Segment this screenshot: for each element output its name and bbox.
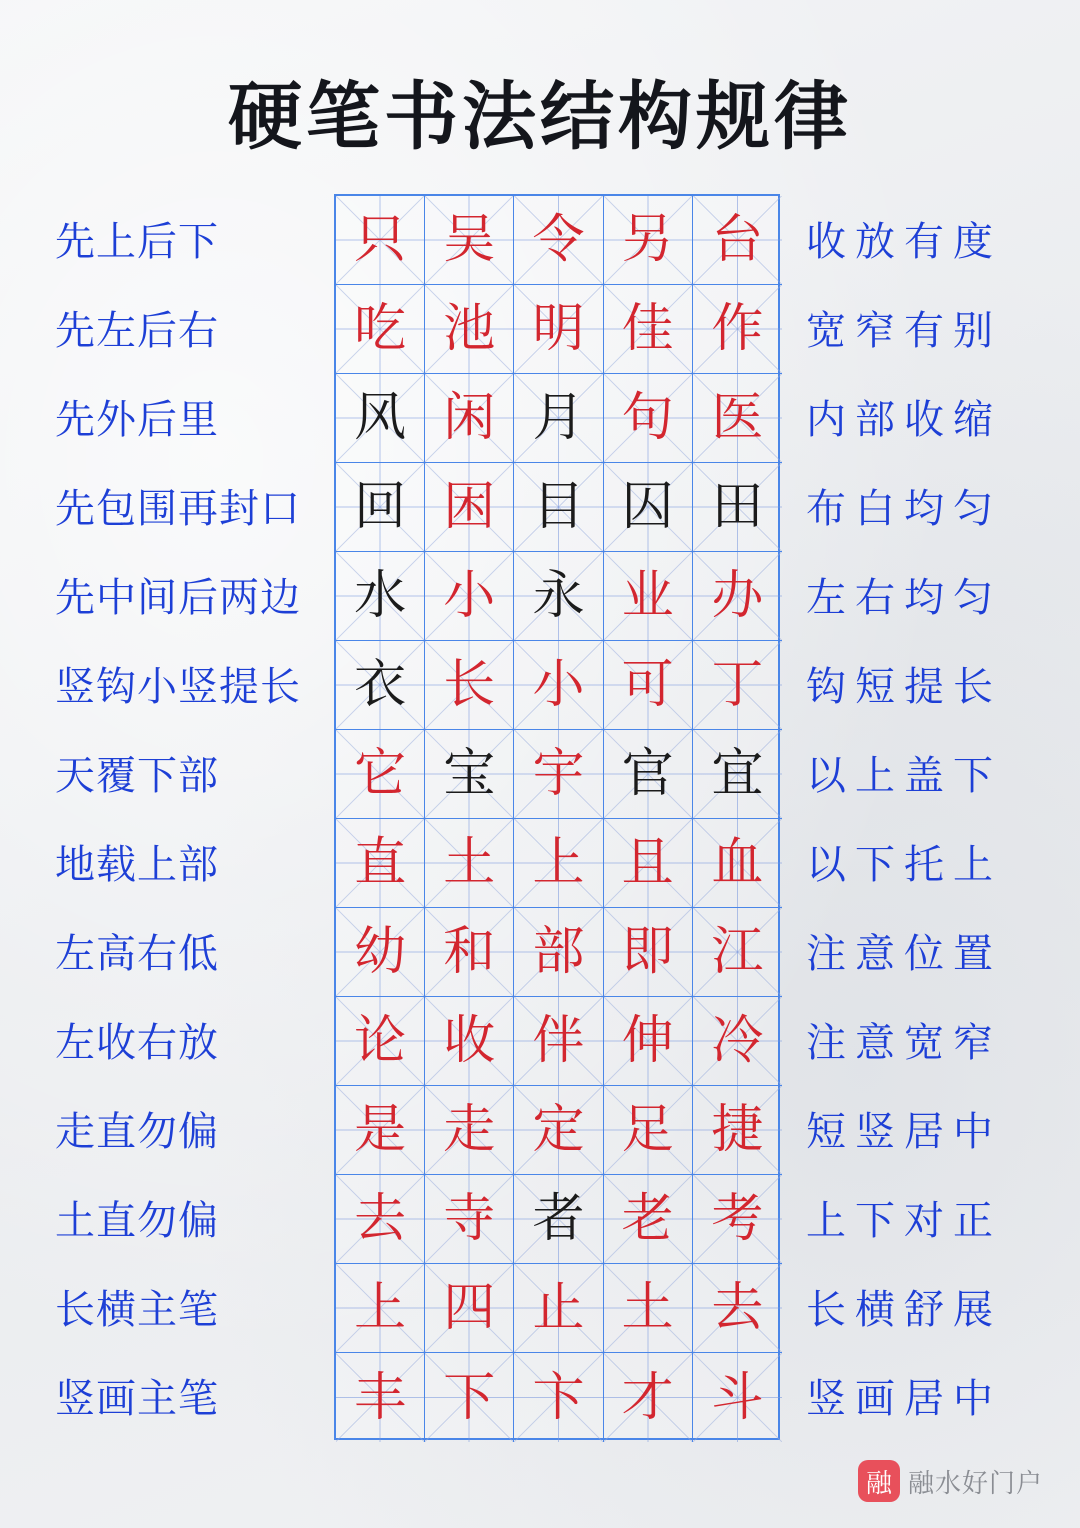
grid-cell bbox=[514, 1175, 603, 1264]
grid-cell bbox=[514, 374, 603, 463]
grid-cell bbox=[604, 1353, 693, 1442]
example-character: 只 bbox=[354, 210, 407, 270]
grid-cell bbox=[336, 819, 425, 908]
grid-cell bbox=[693, 819, 782, 908]
example-character: 土 bbox=[621, 1278, 674, 1338]
rule-label-left: 土直勿偏 bbox=[55, 1198, 219, 1244]
example-character: 水 bbox=[354, 566, 407, 626]
grid-cell bbox=[514, 997, 603, 1086]
example-character: 长 bbox=[443, 655, 496, 715]
grid-cell bbox=[336, 997, 425, 1086]
example-character: 丰 bbox=[354, 1367, 407, 1428]
grid-cell bbox=[604, 641, 693, 730]
example-character: 去 bbox=[711, 1278, 764, 1338]
grid-cell bbox=[425, 819, 514, 908]
grid-cell bbox=[514, 285, 603, 374]
example-character: 上 bbox=[532, 833, 585, 893]
grid-cell bbox=[425, 1353, 514, 1442]
grid-cell bbox=[514, 463, 603, 552]
grid-cell bbox=[693, 463, 782, 552]
grid-cell bbox=[693, 1264, 782, 1353]
page-title: 硬笔书法结构规律 bbox=[228, 74, 852, 160]
example-character: 作 bbox=[711, 299, 764, 359]
example-character: 宝 bbox=[443, 744, 496, 804]
example-character: 台 bbox=[711, 210, 764, 270]
example-character: 土 bbox=[443, 833, 496, 893]
example-character: 直 bbox=[354, 833, 407, 893]
left-rule-labels bbox=[55, 194, 330, 1440]
grid-cell bbox=[425, 374, 514, 463]
rule-label-left: 竖钩小竖提长 bbox=[55, 664, 301, 710]
example-character: 闲 bbox=[443, 388, 496, 448]
example-character: 宜 bbox=[711, 744, 764, 804]
rule-label-right: 短竖居中 bbox=[806, 1109, 1002, 1155]
example-character: 部 bbox=[532, 922, 585, 982]
example-character: 衣 bbox=[354, 655, 407, 715]
watermark bbox=[858, 1460, 1043, 1502]
practice-grid bbox=[334, 194, 780, 1440]
example-character: 业 bbox=[621, 566, 674, 626]
rule-label-left: 长横主笔 bbox=[55, 1287, 219, 1333]
example-character: 丁 bbox=[711, 655, 764, 715]
example-character: 定 bbox=[532, 1100, 585, 1160]
grid-cell bbox=[425, 997, 514, 1086]
example-character: 卞 bbox=[532, 1367, 585, 1428]
grid-cell bbox=[425, 1264, 514, 1353]
rule-label-right: 上下对正 bbox=[806, 1198, 1002, 1244]
example-character: 四 bbox=[443, 1278, 496, 1338]
example-character: 它 bbox=[354, 744, 407, 804]
example-character: 官 bbox=[621, 744, 674, 804]
rule-label-left: 先中间后两边 bbox=[55, 575, 301, 621]
grid-cell bbox=[514, 552, 603, 641]
grid-cell bbox=[514, 819, 603, 908]
example-character: 办 bbox=[711, 566, 764, 626]
grid-cell bbox=[693, 374, 782, 463]
grid-cell bbox=[514, 730, 603, 819]
grid-cell bbox=[425, 908, 514, 997]
grid-cell bbox=[336, 1086, 425, 1175]
grid-cell bbox=[693, 1175, 782, 1264]
example-character: 和 bbox=[443, 922, 496, 982]
grid-cell bbox=[693, 285, 782, 374]
rule-label-left: 竖画主笔 bbox=[55, 1376, 219, 1422]
grid-cell bbox=[604, 1175, 693, 1264]
example-character: 幼 bbox=[354, 922, 407, 982]
grid-cell bbox=[604, 552, 693, 641]
example-character: 收 bbox=[443, 1011, 496, 1071]
example-character: 斗 bbox=[711, 1367, 764, 1428]
grid-cell bbox=[604, 1086, 693, 1175]
rule-label-left: 先包围再封口 bbox=[55, 486, 301, 532]
example-character: 池 bbox=[443, 299, 496, 359]
grid-cell bbox=[425, 463, 514, 552]
example-character: 小 bbox=[532, 655, 585, 715]
rule-label-right: 钩短提长 bbox=[806, 664, 1002, 710]
grid-cell bbox=[514, 196, 603, 285]
example-character: 止 bbox=[532, 1278, 585, 1338]
grid-cell bbox=[336, 730, 425, 819]
grid-cell bbox=[336, 463, 425, 552]
rule-label-right: 竖画居中 bbox=[806, 1376, 1002, 1422]
example-character: 永 bbox=[532, 566, 585, 626]
grid-cell bbox=[425, 1175, 514, 1264]
example-character: 囚 bbox=[621, 477, 674, 537]
grid-cell bbox=[604, 463, 693, 552]
rule-label-right: 以下托上 bbox=[806, 842, 1002, 888]
example-character: 是 bbox=[354, 1100, 407, 1160]
grid-cell bbox=[693, 641, 782, 730]
grid-cell bbox=[693, 1086, 782, 1175]
grid-cell bbox=[514, 1353, 603, 1442]
rule-label-right: 收放有度 bbox=[806, 219, 1002, 265]
right-rule-labels bbox=[806, 194, 1046, 1440]
grid-cell bbox=[693, 908, 782, 997]
example-character: 月 bbox=[532, 388, 585, 448]
grid-cell bbox=[336, 552, 425, 641]
example-character: 宇 bbox=[532, 744, 585, 804]
example-character: 下 bbox=[443, 1367, 496, 1428]
grid-cell bbox=[514, 908, 603, 997]
watermark-logo-icon: 融 bbox=[858, 1460, 900, 1502]
example-character: 走 bbox=[443, 1100, 496, 1160]
rule-label-left: 先左后右 bbox=[55, 308, 219, 354]
example-character: 伸 bbox=[621, 1011, 674, 1071]
example-character: 田 bbox=[711, 477, 764, 537]
grid-cell bbox=[604, 285, 693, 374]
grid-cell bbox=[336, 1353, 425, 1442]
grid-cell bbox=[336, 908, 425, 997]
example-character: 可 bbox=[621, 655, 674, 715]
example-character: 佳 bbox=[621, 299, 674, 359]
example-character: 血 bbox=[711, 833, 764, 893]
example-character: 目 bbox=[532, 477, 585, 537]
rule-label-right: 长横舒展 bbox=[806, 1287, 1002, 1333]
example-character: 寺 bbox=[443, 1189, 496, 1249]
grid-cell bbox=[425, 1086, 514, 1175]
rule-label-left: 左高右低 bbox=[55, 931, 219, 977]
example-character: 句 bbox=[621, 388, 674, 448]
example-character: 且 bbox=[621, 833, 674, 893]
grid-cell bbox=[336, 196, 425, 285]
grid-cell bbox=[336, 1264, 425, 1353]
example-character: 另 bbox=[621, 210, 674, 270]
grid-cell bbox=[425, 196, 514, 285]
grid-cell bbox=[604, 908, 693, 997]
grid-cell bbox=[425, 552, 514, 641]
grid-cell bbox=[604, 730, 693, 819]
example-character: 者 bbox=[532, 1189, 585, 1249]
rule-label-right: 内部收缩 bbox=[806, 397, 1002, 443]
example-character: 去 bbox=[354, 1189, 407, 1249]
grid-cell bbox=[425, 285, 514, 374]
rule-label-right: 以上盖下 bbox=[806, 753, 1002, 799]
example-character: 小 bbox=[443, 566, 496, 626]
example-character: 捷 bbox=[711, 1100, 764, 1160]
grid-cell bbox=[693, 1353, 782, 1442]
example-character: 困 bbox=[443, 477, 496, 537]
rule-label-right: 布白均匀 bbox=[806, 486, 1002, 532]
grid-cell bbox=[693, 997, 782, 1086]
example-character: 才 bbox=[621, 1367, 674, 1428]
rule-label-left: 天覆下部 bbox=[55, 753, 219, 799]
grid-cell bbox=[604, 196, 693, 285]
example-character: 足 bbox=[621, 1100, 674, 1160]
example-character: 老 bbox=[621, 1189, 674, 1249]
example-character: 明 bbox=[532, 299, 585, 359]
example-character: 医 bbox=[711, 388, 764, 448]
grid-cell bbox=[693, 552, 782, 641]
grid-cell bbox=[693, 196, 782, 285]
example-character: 回 bbox=[354, 477, 407, 537]
grid-cell bbox=[425, 730, 514, 819]
rule-label-right: 注意宽窄 bbox=[806, 1020, 1002, 1066]
grid-cell bbox=[336, 285, 425, 374]
example-character: 冷 bbox=[711, 1011, 764, 1071]
example-character: 令 bbox=[532, 210, 585, 270]
rule-label-right: 左右均匀 bbox=[806, 575, 1002, 621]
rule-label-right: 宽窄有别 bbox=[806, 308, 1002, 354]
grid-cell bbox=[336, 374, 425, 463]
rule-label-left: 先上后下 bbox=[55, 219, 219, 265]
grid-cell bbox=[336, 1175, 425, 1264]
example-character: 论 bbox=[354, 1011, 407, 1071]
rule-label-left: 先外后里 bbox=[55, 397, 219, 443]
example-character: 吴 bbox=[443, 210, 496, 270]
grid-cell bbox=[336, 641, 425, 730]
watermark-text: 融水好门户 bbox=[908, 1468, 1044, 1499]
rule-label-right: 注意位置 bbox=[806, 931, 1002, 977]
grid-cell bbox=[604, 1264, 693, 1353]
example-character: 考 bbox=[711, 1189, 764, 1249]
rule-label-left: 左收右放 bbox=[55, 1020, 219, 1066]
grid-cell bbox=[514, 641, 603, 730]
grid-cell bbox=[604, 997, 693, 1086]
rule-label-left: 地载上部 bbox=[55, 842, 219, 888]
grid-cell bbox=[693, 730, 782, 819]
grid-cell bbox=[514, 1086, 603, 1175]
example-character: 风 bbox=[354, 388, 407, 448]
example-character: 吃 bbox=[354, 299, 407, 359]
grid-cell bbox=[514, 1264, 603, 1353]
example-character: 即 bbox=[621, 922, 674, 982]
grid-cell bbox=[604, 819, 693, 908]
grid-cell bbox=[425, 641, 514, 730]
rule-label-left: 走直勿偏 bbox=[55, 1109, 219, 1155]
example-character: 伴 bbox=[532, 1011, 585, 1071]
example-character: 上 bbox=[354, 1278, 407, 1338]
grid-cell bbox=[604, 374, 693, 463]
example-character: 江 bbox=[711, 922, 764, 982]
